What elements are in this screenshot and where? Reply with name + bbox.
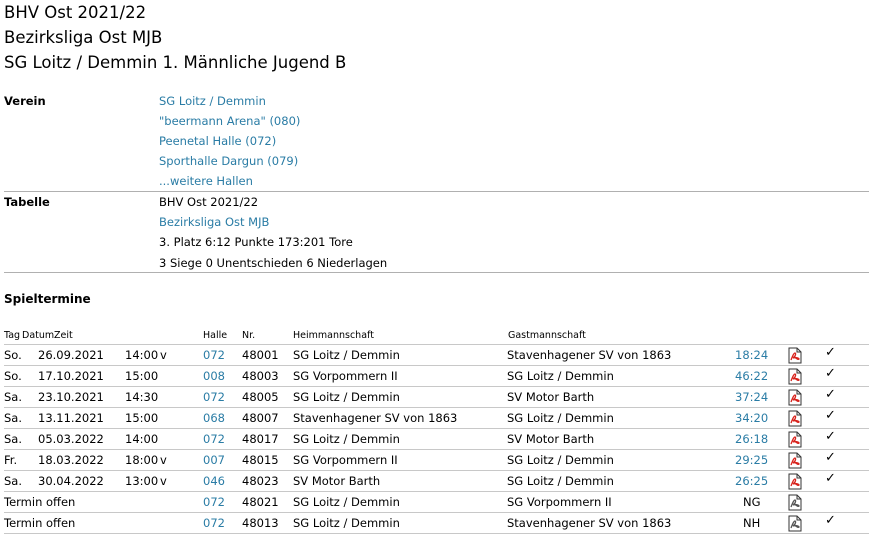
- checkmark-icon: ✓: [825, 429, 836, 444]
- cell-time: 14:00: [125, 348, 159, 362]
- hall-link[interactable]: Peenetal Halle (072): [159, 134, 277, 148]
- checkmark-icon: ✓: [825, 513, 836, 528]
- cell-nr: 48013: [242, 516, 279, 530]
- hall-link[interactable]: Sporthalle Dargun (079): [159, 154, 299, 168]
- cell-time: 15:00: [125, 411, 159, 425]
- col-header-date: Datum: [22, 330, 55, 341]
- cell-day: Sa.: [4, 390, 23, 404]
- cell-time: 14:00: [125, 432, 159, 446]
- cell-home: SG Vorpommern II: [293, 369, 398, 383]
- cell-away: Stavenhagener SV von 1863: [507, 516, 672, 530]
- cell-away: SG Loitz / Demmin: [507, 369, 614, 383]
- more-halls-link[interactable]: ...weitere Hallen: [159, 174, 253, 188]
- cell-nr: 48021: [242, 495, 279, 509]
- checkmark-icon: ✓: [825, 366, 836, 381]
- cell-hall-link[interactable]: 072: [203, 432, 225, 446]
- cell-result-link[interactable]: 18:24: [735, 348, 769, 362]
- table-row: [0, 366, 869, 387]
- cell-day: So.: [4, 348, 22, 362]
- cell-day: Fr.: [4, 453, 18, 467]
- page-title-team: SG Loitz / Demmin 1. Männliche Jugend B: [4, 53, 347, 72]
- cell-nr: 48015: [242, 453, 279, 467]
- cell-result-link[interactable]: 34:20: [735, 411, 769, 425]
- cell-home: SG Loitz / Demmin: [293, 495, 400, 509]
- cell-nr: 48017: [242, 432, 279, 446]
- cell-hall-link[interactable]: 046: [203, 474, 225, 488]
- checkmark-icon: ✓: [825, 408, 836, 423]
- table-season: BHV Ost 2021/22: [159, 195, 259, 209]
- cell-date: 17.10.2021: [38, 369, 104, 383]
- table-row: [0, 345, 869, 366]
- cell-v-marker: v: [160, 348, 167, 362]
- page-title-league: Bezirksliga Ost MJB: [4, 28, 163, 47]
- cell-hall-link[interactable]: 072: [203, 516, 225, 530]
- table-row: [0, 471, 869, 492]
- checkmark-icon: ✓: [825, 450, 836, 465]
- cell-hall-link[interactable]: 068: [203, 411, 225, 425]
- divider: [4, 191, 869, 192]
- cell-result: NG: [743, 495, 761, 509]
- page-title-association: BHV Ost 2021/22: [4, 3, 147, 22]
- pdf-icon[interactable]: [788, 515, 802, 532]
- cell-time: 13:00: [125, 474, 159, 488]
- table-row: [0, 408, 869, 429]
- cell-result-link[interactable]: 29:25: [735, 453, 769, 467]
- tabelle-label: Tabelle: [4, 195, 50, 209]
- cell-v-marker: v: [160, 453, 167, 467]
- cell-day: Termin offen: [4, 495, 76, 509]
- cell-away: SG Loitz / Demmin: [507, 411, 614, 425]
- cell-date: 30.04.2022: [38, 474, 104, 488]
- cell-hall-link[interactable]: 007: [203, 453, 225, 467]
- col-header-nr: Nr.: [242, 330, 256, 341]
- cell-home: SG Loitz / Demmin: [293, 348, 400, 362]
- cell-day: Sa.: [4, 411, 23, 425]
- pdf-icon[interactable]: [788, 389, 802, 406]
- cell-home: SG Loitz / Demmin: [293, 390, 400, 404]
- table-row: [0, 429, 869, 450]
- checkmark-icon: ✓: [825, 471, 836, 486]
- cell-date: 26.09.2021: [38, 348, 104, 362]
- cell-result-link[interactable]: 46:22: [735, 369, 769, 383]
- cell-day: Sa.: [4, 432, 23, 446]
- pdf-icon[interactable]: [788, 347, 802, 364]
- pdf-icon[interactable]: [788, 410, 802, 427]
- cell-time: 15:00: [125, 369, 159, 383]
- table-row: [0, 450, 869, 471]
- cell-away: Stavenhagener SV von 1863: [507, 348, 672, 362]
- cell-result-link[interactable]: 26:18: [735, 432, 769, 446]
- cell-hall-link[interactable]: 072: [203, 495, 225, 509]
- hall-link[interactable]: "beermann Arena" (080): [159, 114, 301, 128]
- cell-hall-link[interactable]: 072: [203, 390, 225, 404]
- cell-home: SV Motor Barth: [293, 474, 381, 488]
- cell-home: Stavenhagener SV von 1863: [293, 411, 458, 425]
- col-header-time: Zeit: [54, 330, 73, 341]
- cell-away: SV Motor Barth: [507, 390, 595, 404]
- cell-result-link[interactable]: 37:24: [735, 390, 769, 404]
- cell-away: SG Vorpommern II: [507, 495, 612, 509]
- pdf-icon[interactable]: [788, 473, 802, 490]
- divider: [4, 272, 869, 273]
- cell-day: Termin offen: [4, 516, 76, 530]
- cell-home: SG Loitz / Demmin: [293, 432, 400, 446]
- col-header-hall: Halle: [203, 330, 228, 341]
- cell-nr: 48001: [242, 348, 279, 362]
- cell-result: NH: [743, 516, 761, 530]
- cell-hall-link[interactable]: 072: [203, 348, 225, 362]
- cell-day: So.: [4, 369, 22, 383]
- table-row: [0, 387, 869, 408]
- cell-time: 14:30: [125, 390, 159, 404]
- cell-date: 23.10.2021: [38, 390, 104, 404]
- league-link[interactable]: Bezirksliga Ost MJB: [159, 215, 270, 229]
- cell-time: 18:00: [125, 453, 159, 467]
- col-header-home: Heimmannschaft: [293, 330, 374, 341]
- pdf-icon[interactable]: [788, 494, 802, 511]
- cell-away: SG Loitz / Demmin: [507, 453, 614, 467]
- cell-day: Sa.: [4, 474, 23, 488]
- cell-nr: 48005: [242, 390, 279, 404]
- cell-date: 05.03.2022: [38, 432, 104, 446]
- table-row: [0, 492, 869, 513]
- cell-nr: 48023: [242, 474, 279, 488]
- col-header-away: Gastmannschaft: [508, 330, 586, 341]
- cell-away: SG Loitz / Demmin: [507, 474, 614, 488]
- cell-result-link[interactable]: 26:25: [735, 474, 769, 488]
- cell-v-marker: v: [160, 474, 167, 488]
- table-record: 3 Siege 0 Unentschieden 6 Niederlagen: [159, 256, 388, 270]
- schedule-heading: Spieltermine: [4, 292, 91, 306]
- table-standing: 3. Platz 6:12 Punkte 173:201 Tore: [159, 235, 353, 249]
- pdf-icon[interactable]: [788, 431, 802, 448]
- cell-home: SG Vorpommern II: [293, 453, 398, 467]
- club-link[interactable]: SG Loitz / Demmin: [159, 94, 266, 108]
- col-header-day: Tag: [4, 330, 21, 341]
- cell-home: SG Loitz / Demmin: [293, 516, 400, 530]
- cell-nr: 48007: [242, 411, 279, 425]
- cell-date: 18.03.2022: [38, 453, 104, 467]
- pdf-icon[interactable]: [788, 368, 802, 385]
- cell-date: 13.11.2021: [38, 411, 104, 425]
- checkmark-icon: ✓: [825, 345, 836, 360]
- cell-hall-link[interactable]: 008: [203, 369, 225, 383]
- checkmark-icon: ✓: [825, 387, 836, 402]
- cell-away: SV Motor Barth: [507, 432, 595, 446]
- table-row: [0, 513, 869, 534]
- verein-label: Verein: [4, 94, 46, 108]
- cell-nr: 48003: [242, 369, 279, 383]
- pdf-icon[interactable]: [788, 452, 802, 469]
- row-divider: [4, 533, 869, 534]
